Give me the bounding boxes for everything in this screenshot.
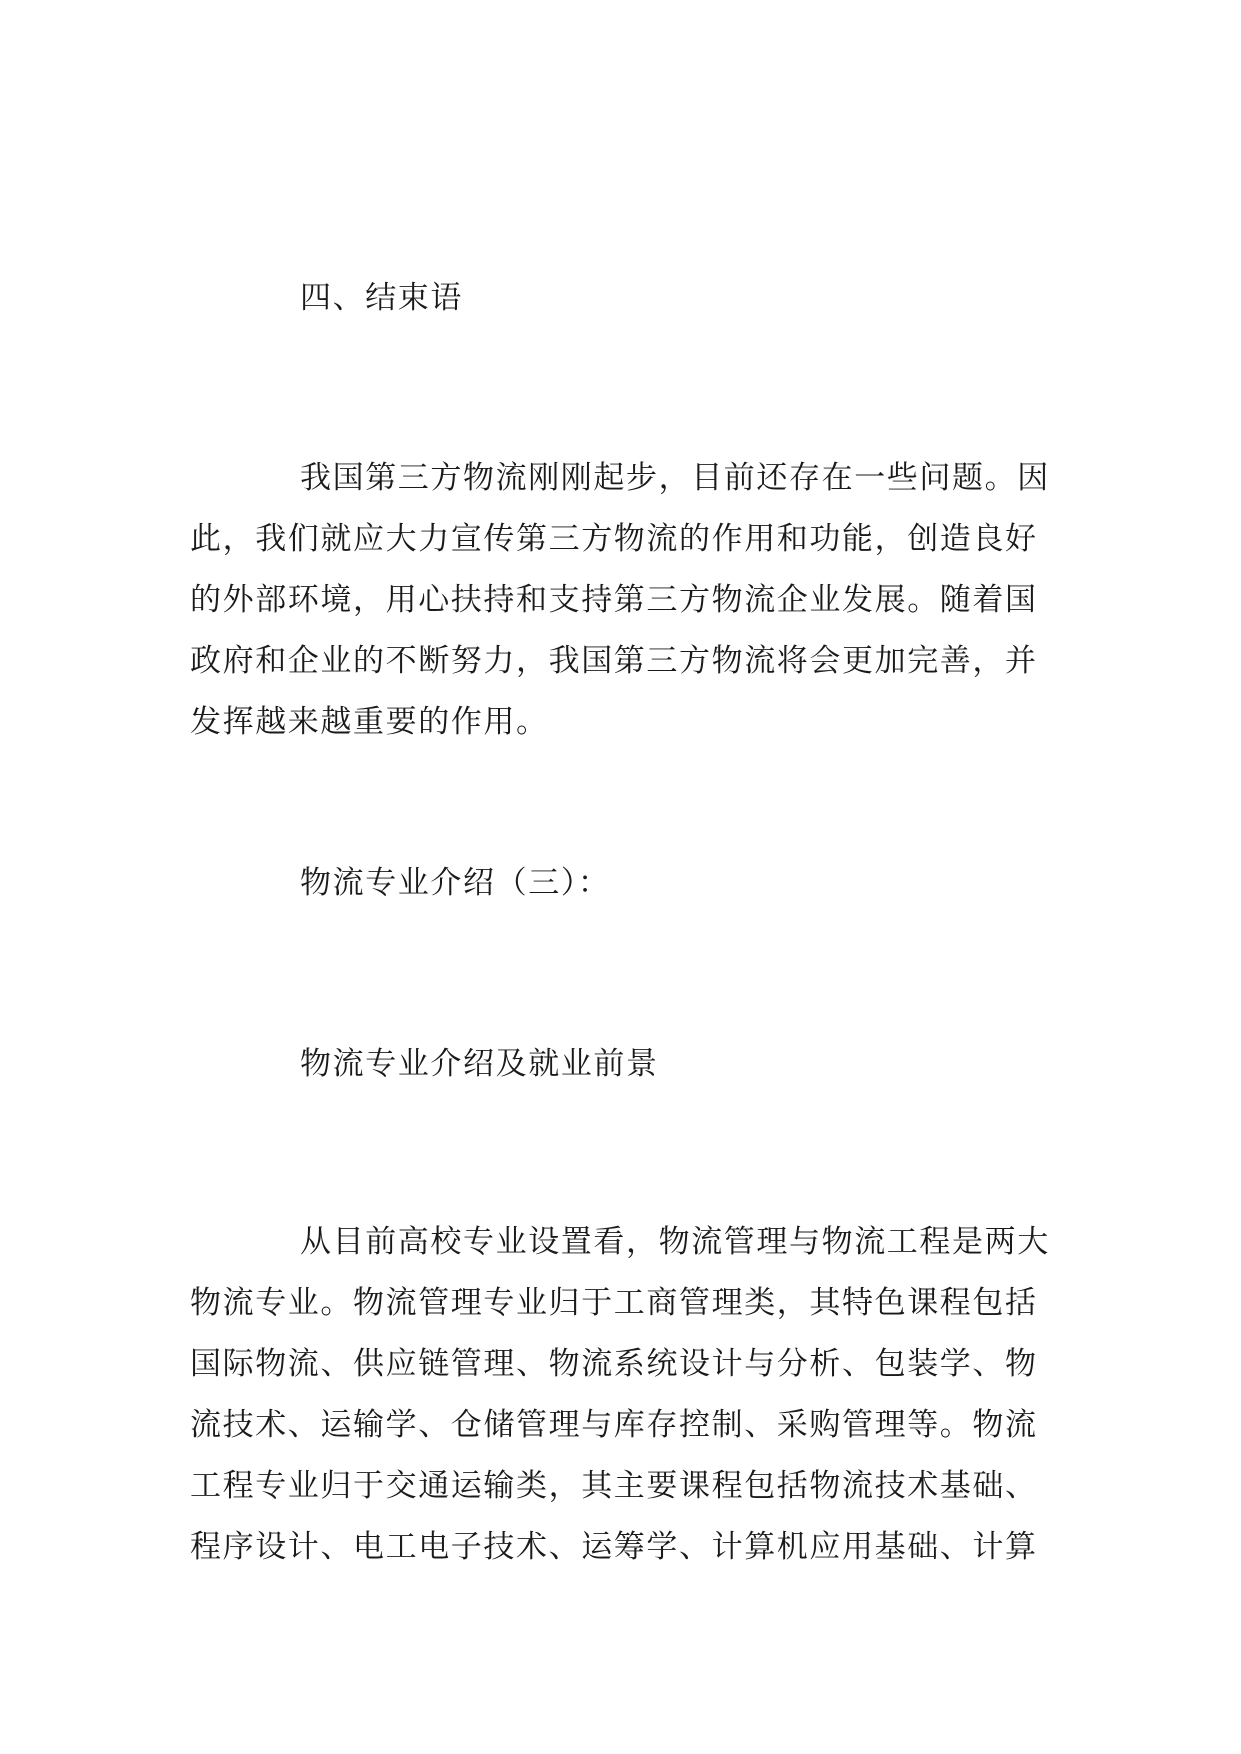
paragraph-line: 从目前高校专业设置看，物流管理与物流工程是两大	[300, 1224, 1050, 1260]
paragraph-line: 此，我们就应大力宣传第三方物流的作用和功能，创造良好	[190, 521, 1038, 557]
paragraph-line: 国际物流、供应链管理、物流系统设计与分析、包装学、物	[190, 1346, 1038, 1382]
paragraph-line: 程序设计、电工电子技术、运筹学、计算机应用基础、计算	[190, 1529, 1038, 1565]
section-heading-intro-employment: 物流专业介绍及就业前景	[300, 1046, 659, 1082]
paragraph-line: 的外部环境，用心扶持和支持第三方物流企业发展。随着国	[190, 582, 1038, 618]
section-heading-conclusion: 四、结束语	[300, 280, 463, 316]
paragraph-line: 流技术、运输学、仓储管理与库存控制、采购管理等。物流	[190, 1407, 1038, 1443]
section-heading-intro-3: 物流专业介绍（三）：	[300, 865, 611, 901]
paragraph-line: 政府和企业的不断努力，我国第三方物流将会更加完善，并	[190, 643, 1038, 679]
paragraph-line: 工程专业归于交通运输类，其主要课程包括物流技术基础、	[190, 1468, 1038, 1504]
paragraph-line: 发挥越来越重要的作用。	[190, 704, 549, 740]
paragraph-line: 物流专业。物流管理专业归于工商管理类，其特色课程包括	[190, 1285, 1038, 1321]
paragraph-line: 我国第三方物流刚刚起步，目前还存在一些问题。因	[300, 460, 1050, 496]
